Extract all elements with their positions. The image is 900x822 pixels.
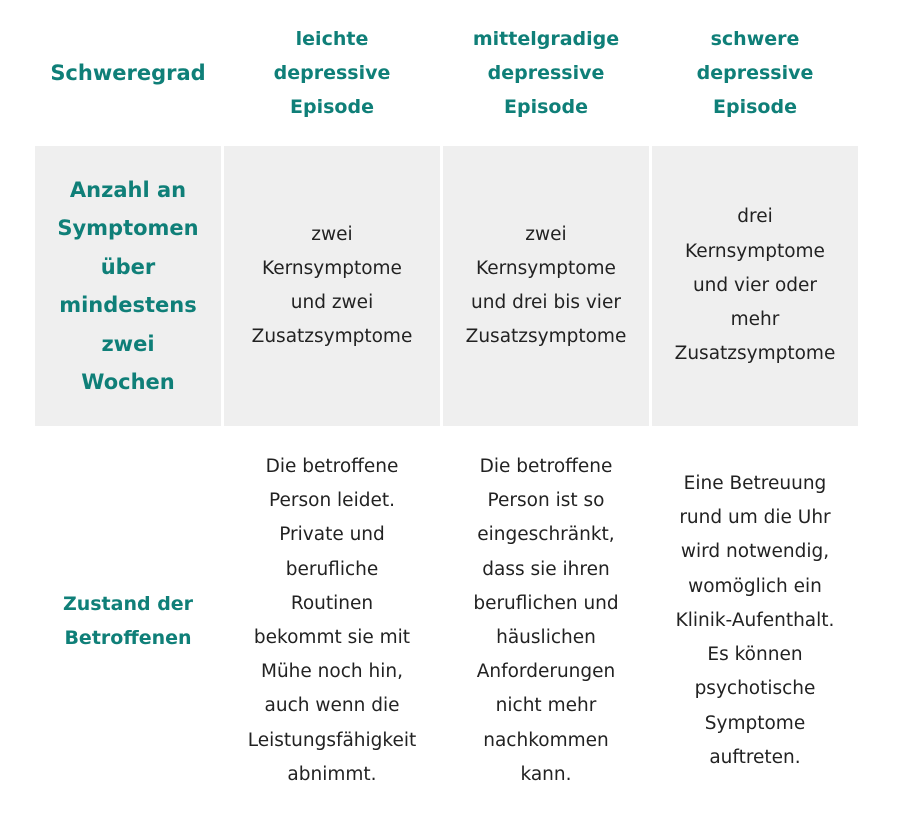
cell-condition-moderate: Die betroffene Person ist so eingeschränkt, dass sie ihren beruflichen und häuslichen Anforderungen nicht mehr nachkommen kann. bbox=[473, 455, 619, 785]
cell-condition-severe: Eine Betreuung rund um die Uhr wird notwendig, womöglich ein Klinik-Aufenthalt. Es können psychotische Symptome auftreten. bbox=[675, 473, 835, 768]
cell-symptoms-severe: drei Kernsymptome und vier oder mehr Zusatzsymptome bbox=[652, 146, 858, 426]
header-severe-episode: schwere depressive Episode bbox=[696, 28, 814, 118]
header-mild-episode: leichte depressive Episode bbox=[273, 28, 391, 118]
cell-symptoms-moderate: zwei Kernsymptome und drei bis vier Zusatzsymptome bbox=[443, 146, 649, 426]
header-severity-label: Schweregrad bbox=[50, 61, 206, 85]
cell-symptoms-mild: zwei Kernsymptome und zwei Zusatzsymptome bbox=[224, 146, 440, 426]
row-condition-label: Zustand der Betroffenen bbox=[62, 593, 194, 649]
row-symptom-count-label: Anzahl an Symptomen über mindestens zwei Wochen bbox=[35, 146, 221, 426]
header-moderate-episode: mittelgradige depressive Episode bbox=[472, 28, 620, 118]
cell-condition-mild: Die betroffene Person leidet. Private und berufliche Routinen bekommt sie mit Mühe noch hin, auch wenn die Leistungsfähigkeit abnimmt. bbox=[247, 455, 417, 785]
severity-table bbox=[35, 0, 857, 816]
